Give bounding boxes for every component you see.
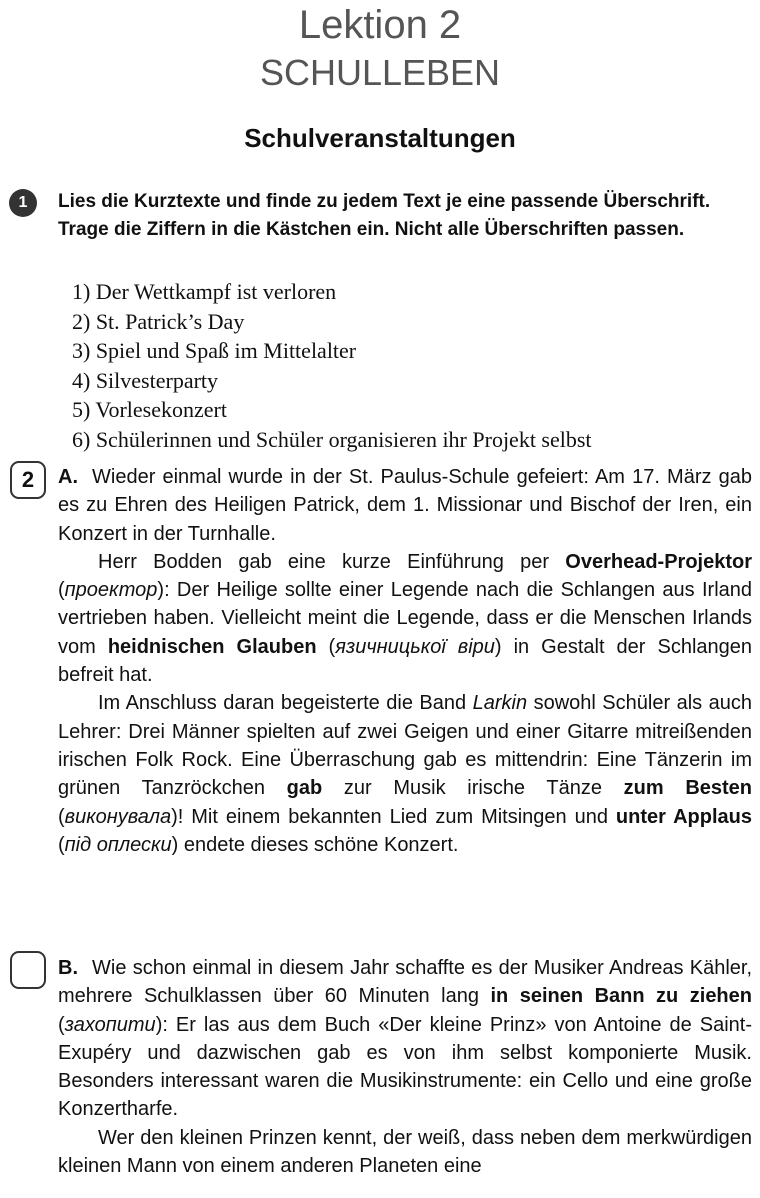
vocab-term: gab: [286, 777, 323, 800]
section-title: Schulveranstaltungen: [244, 123, 516, 153]
lesson-title: Lektion 2: [298, 3, 462, 47]
vocab-term: Overhead-Projektor: [565, 550, 752, 573]
translation-gloss: виконувала: [64, 805, 172, 828]
text-run: Im Anschluss daran begeisterte die Band: [98, 692, 473, 715]
text-run: Wie schon einmal in diesem Jahr schaffte es der Musiker Andreas Kähler, mehrere Schulklassen über 60 Minuten lang: [58, 957, 752, 1008]
paragraph: [58, 1124, 752, 1181]
text-run: ) in Gestalt der Schlangen befreit hat.: [58, 635, 753, 687]
translation-gloss: Larkin: [472, 692, 528, 715]
text-b: [58, 954, 752, 1180]
text-run: Herr Bodden gab eine kurze Einführung per: [98, 550, 566, 573]
text-a: [58, 463, 752, 859]
translation-gloss: язичницької віри: [335, 635, 495, 658]
heading-option: 6) Schülerinnen und Schüler organisieren ihr Projekt selbst: [72, 426, 592, 452]
text-run: (: [58, 1013, 65, 1036]
translation-gloss: проектор: [64, 579, 158, 602]
vocab-term: zum Besten: [623, 777, 753, 800]
vocab-term: unter Applaus: [615, 805, 752, 828]
exercise-instruction: Lies die Kurztexte und finde zu jedem Text je eine passende Überschrift. Trage die Ziffern in die Kästchen ein. Nicht alle Überschriften passen.: [58, 191, 711, 240]
headings-list: [72, 277, 758, 454]
text-letter: A.: [58, 466, 78, 488]
heading-option: 1) Der Wettkampf ist verloren: [72, 279, 337, 304]
text-run: (: [58, 805, 65, 828]
text-run: ) endete dieses schöne Konzert.: [171, 833, 459, 856]
text-run: ): Er las aus dem Buch «Der kleine Prinz» von Antoine de Saint-Exupéry und dazwischen gab es von ihm selbst komponierte Musik. Besonders interessant waren die Musikinstrumente: ein Cello und eine große Konzertharfe.: [58, 1013, 752, 1121]
paragraph-body: [58, 957, 752, 1120]
answer-box-b[interactable]: [10, 951, 46, 989]
text-run: Wieder einmal wurde in der St. Paulus-Schule gefeiert: Am 17. März gab es zu Ehren des Heiligen Patrick, dem 1. Missionar und Bischof der Iren, ein Konzert in der Turnhalle.: [58, 466, 752, 545]
vocab-term: heidnischen Glauben: [107, 635, 317, 658]
paragraph-body: [58, 466, 752, 545]
text-letter: B.: [58, 957, 78, 979]
paragraph: [58, 548, 752, 689]
heading-option: 4) Silvesterparty: [72, 367, 219, 393]
paragraph: [58, 954, 752, 1124]
text-run: (: [58, 833, 65, 856]
text-run: (: [316, 635, 336, 658]
lesson-topic: SCHULLEBEN: [259, 52, 501, 93]
answer-box-a[interactable]: 2: [10, 461, 46, 499]
text-run: zur Musik irische Tänze: [322, 777, 624, 800]
text-run: ): Der Heilige sollte einer Legende nach die Schlangen aus Irland vertrieben haben. Vielleicht meint die Legende, dass er die Menschen Irlands vom: [58, 579, 752, 658]
paragraph: [58, 689, 752, 859]
text-run: (: [58, 579, 65, 602]
text-run: )! Mit einem bekannten Lied zum Mitsingen und: [171, 805, 616, 828]
text-run: sowohl Schüler als auch Lehrer: Drei Männer spielten auf zwei Geigen und einer Gitarre mitreißenden irischen Folk Rock. Eine Überraschung gab es mittendrin: Eine Tänzerin im grünen Tanzröckchen: [58, 692, 752, 800]
text-run: Wer den kleinen Prinzen kennt, der weiß, dass neben dem merkwürdigen kleinen Mann von einem anderen Planeten eine: [58, 1126, 752, 1178]
paragraph: [58, 463, 752, 548]
vocab-term: in seinen Bann zu ziehen: [490, 985, 752, 1008]
translation-gloss: під оплески: [64, 833, 172, 856]
exercise-number-icon: 1: [9, 189, 37, 217]
heading-option: 5) Vorlesekonzert: [72, 397, 227, 422]
translation-gloss: захопити: [64, 1013, 156, 1036]
heading-option: 3) Spiel und Spaß im Mittelalter: [72, 338, 357, 363]
heading-option: 2) St. Patrick’s Day: [72, 308, 245, 334]
